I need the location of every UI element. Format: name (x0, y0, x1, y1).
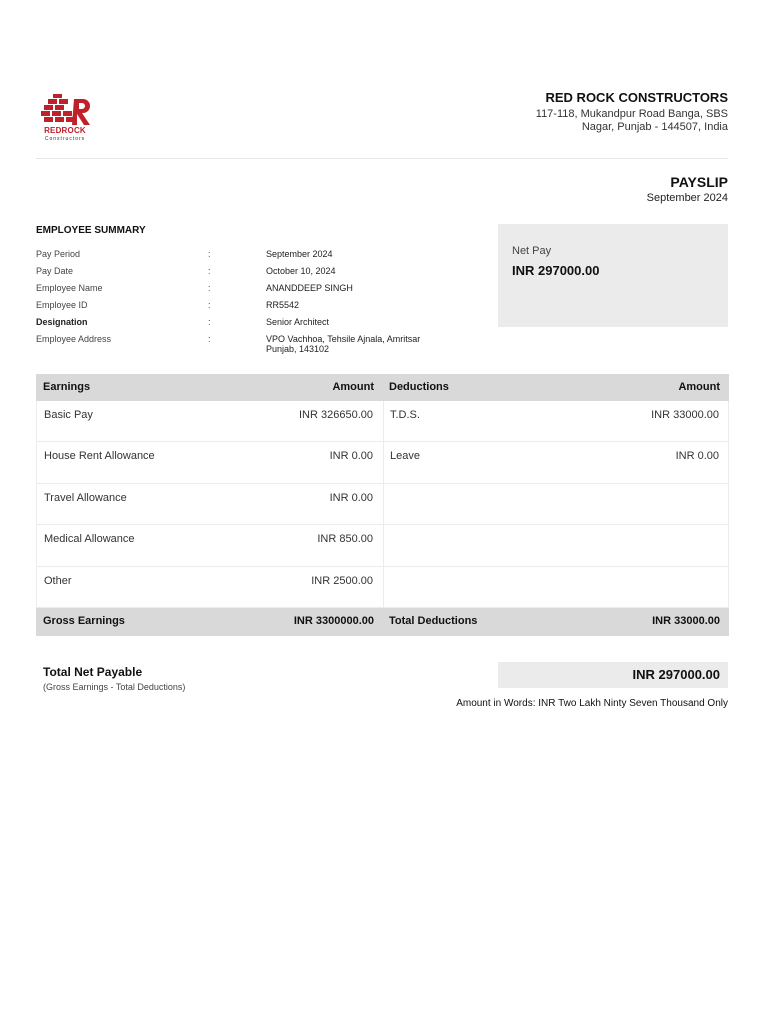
summary-value: September 2024 (266, 249, 333, 259)
summary-label: Pay Date (36, 266, 74, 276)
total-net-payable-formula: (Gross Earnings - Total Deductions) (43, 682, 186, 692)
header-deductions: Deductions (389, 381, 449, 393)
summary-value: October 10, 2024 (266, 266, 336, 276)
earning-amount: INR 0.00 (329, 450, 373, 463)
header-divider (36, 158, 728, 159)
total-net-payable-label: Total Net Payable (43, 665, 143, 679)
earning-name: Medical Allowance (44, 533, 135, 546)
summary-value: RR5542 (266, 300, 300, 310)
gross-earnings-label: Gross Earnings (43, 614, 125, 627)
table-row (37, 442, 728, 483)
summary-label: Employee Name (36, 283, 103, 293)
total-net-payable-box (498, 662, 728, 688)
earning-name: Basic Pay (44, 409, 93, 421)
net-pay-box (498, 224, 728, 327)
logo-sub-text: Constructors (44, 136, 86, 142)
table-footer (36, 608, 729, 636)
summary-label: Employee Address (36, 334, 112, 344)
summary-value: ANANDDEEP SINGH (266, 283, 353, 293)
employee-summary-title: EMPLOYEE SUMMARY (36, 225, 146, 236)
summary-colon: : (208, 317, 211, 327)
earning-name: House Rent Allowance (44, 450, 155, 463)
payslip-month: September 2024 (646, 192, 728, 204)
header-amount: Amount (332, 381, 374, 393)
payslip-heading (647, 174, 728, 204)
net-pay-label: Net Pay (512, 245, 552, 257)
summary-label: Employee ID (36, 300, 88, 310)
table-row (37, 525, 728, 566)
summary-value: Senior Architect (266, 317, 330, 327)
gross-earnings-value: INR 3300000.00 (293, 614, 374, 627)
summary-colon: : (208, 300, 211, 310)
summary-label: Pay Period (36, 249, 81, 259)
table-row (37, 401, 728, 442)
summary-label: Designation (36, 317, 88, 327)
company-name: RED ROCK CONSTRUCTORS (545, 90, 728, 105)
earning-name: Other (44, 574, 72, 587)
earning-amount: INR 326650.00 (299, 409, 373, 421)
table-row (37, 484, 728, 525)
header-earnings: Earnings (43, 381, 91, 393)
logo-brand-text: REDROCK (44, 126, 86, 135)
deduction-name: T.D.S. (390, 409, 420, 421)
amount-in-words: Amount in Words: INR Two Lakh Ninty Seven Thousand Only (456, 698, 728, 709)
summary-colon: : (208, 249, 211, 259)
earning-amount: INR 850.00 (317, 533, 373, 546)
company-block (518, 90, 728, 134)
deduction-amount: INR 0.00 (675, 450, 719, 463)
deduction-amount: INR 33000.00 (651, 409, 719, 421)
total-deductions-value: INR 33000.00 (652, 614, 720, 627)
earning-amount: INR 2500.00 (311, 574, 373, 587)
summary-colon: : (208, 283, 211, 293)
earning-name: Travel Allowance (44, 491, 127, 504)
earnings-deductions-table (36, 374, 729, 636)
table-header (36, 374, 729, 401)
table-row (37, 567, 728, 608)
header-amount: Amount (678, 381, 720, 393)
payslip-title: PAYSLIP (670, 174, 728, 190)
summary-colon: : (208, 334, 211, 344)
deduction-name: Leave (390, 450, 420, 463)
summary-colon: : (208, 266, 211, 276)
summary-value: VPO Vachhoa, Tehsile Ajnala, Amritsar Punjab, 143102 (266, 334, 421, 354)
net-pay-value: INR 297000.00 (512, 263, 600, 278)
table-body (36, 401, 729, 608)
company-address: 117-118, Mukandpur Road Banga, SBS Nagar, Punjab - 144507, India (535, 108, 728, 133)
earning-amount: INR 0.00 (329, 491, 373, 504)
total-deductions-label: Total Deductions (389, 614, 478, 627)
total-net-payable-value: INR 297000.00 (632, 667, 720, 682)
